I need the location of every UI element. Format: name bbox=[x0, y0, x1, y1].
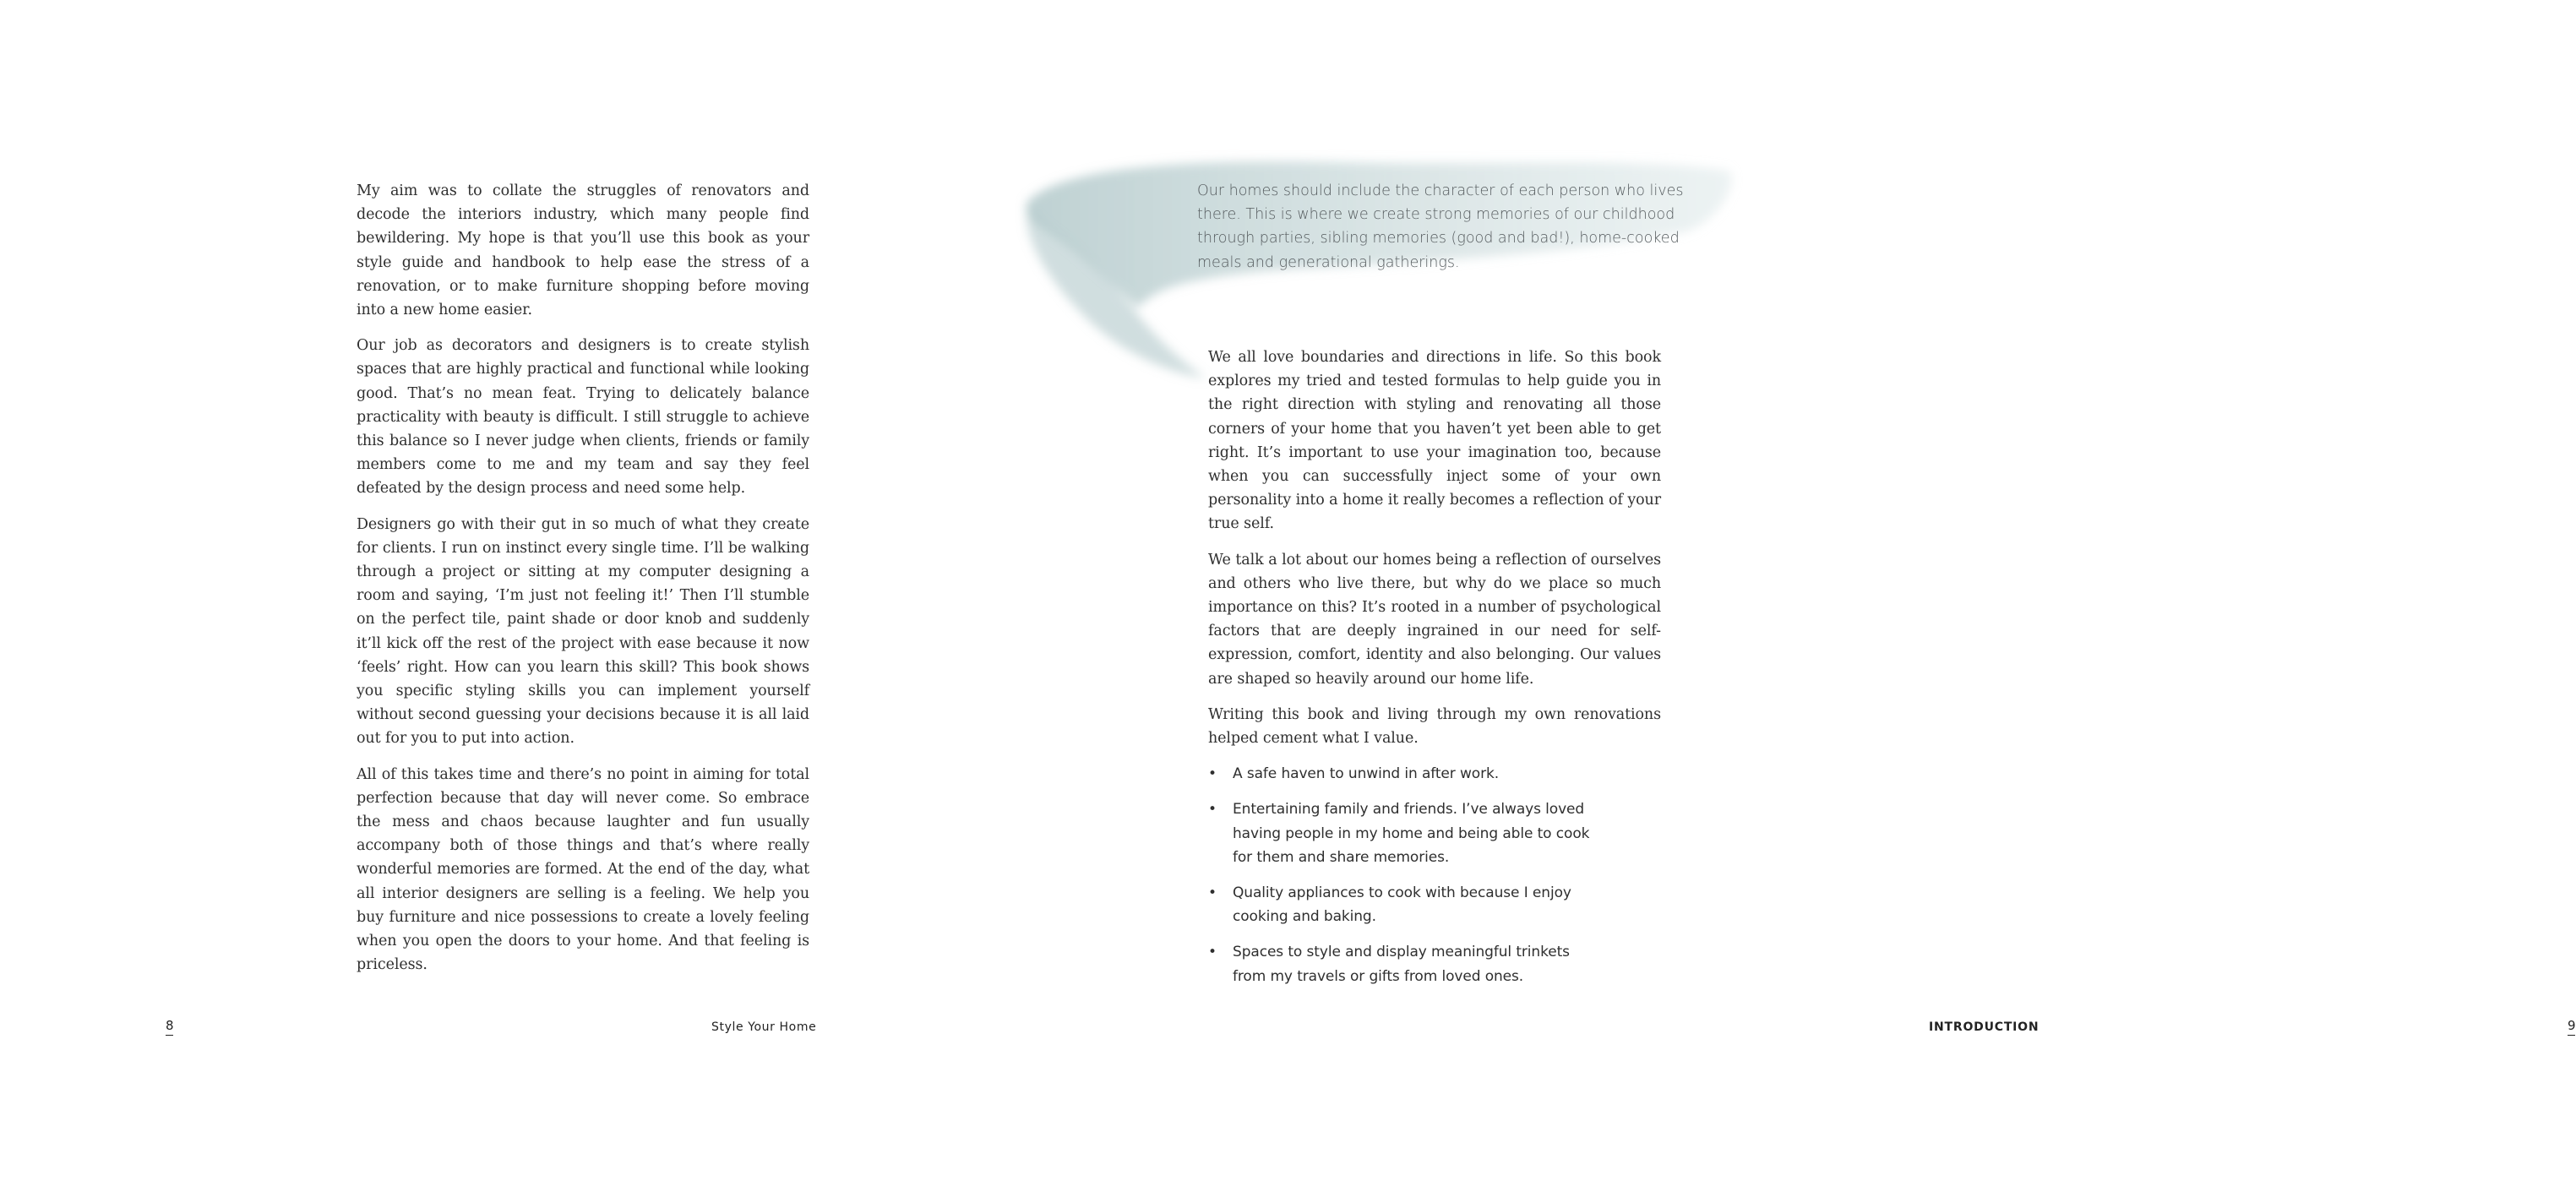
left-paragraph-4: All of this takes time and there’s no point in aiming for total perfection because that day will never come. So embrace the mess and chaos because laughter and fun usually accompany both of those things and that’s where really wonderful memories are formed. At the end of the day, what all interior designers are selling is a feeling. We help you buy furniture and nice possessions to create a lovely feeling when you open the doors to your home. And that feeling is priceless. bbox=[357, 765, 809, 974]
bullet-icon: • bbox=[1208, 944, 1217, 961]
right-body-text bbox=[1208, 345, 1661, 1000]
left-paragraph-3: Designers go with their gut in so much of what they create for clients. I run on instinct every single time. I’ll be walking through a project or sitting at my computer designing a room and saying, ‘I’m just not feeling it!’ Then I’ll stumble on the perfect tile, paint shade or door knob and suddenly it’ll kick off the rest of the project with ease because it now ‘feels’ right. How can you learn this skill? This book shows you specific styling skills you can implement yourself without second guessing your decisions because it is all laid out for you to put into action. bbox=[357, 515, 809, 748]
left-paragraph-1: My aim was to collate the struggles of renovators and decode the interiors industry, which many people find bewildering. My hope is that you’ll use this book as your style guide and handbook to help ease the stress of a renovation, or to make furniture shopping before moving into a new home easier. bbox=[357, 182, 809, 319]
right-paragraph-2: We talk a lot about our homes being a reflection of ourselves and others who live there, but why do we place so much importance on this? It’s rooted in a number of psychological factors that are deeply ingrained in our need for self-expression, comfort, identity and also belonging. Our values are shaped so heavily around our home life. bbox=[1208, 551, 1661, 688]
page-number-right: 9 bbox=[2568, 1018, 2576, 1036]
section-title: INTRODUCTION bbox=[1929, 1020, 2040, 1034]
left-paragraph-2: Our job as decorators and designers is to create stylish spaces that are highly practical and functional while looking good. That’s no mean feat. Trying to delicately balance practicality with beauty is difficult. I still struggle to achieve this balance so I never judge when clients, friends or family members come to me and my team and say they feel defeated by the design process and need some help. bbox=[357, 337, 809, 498]
left-body-text bbox=[357, 179, 809, 989]
right-paragraph-3: Writing this book and living through my own renovations helped cement what I value. bbox=[1208, 705, 1661, 748]
bullet-icon: • bbox=[1208, 801, 1217, 819]
bullet-icon: • bbox=[1208, 765, 1217, 783]
bullet-icon: • bbox=[1208, 884, 1217, 902]
value-list bbox=[1208, 762, 1661, 988]
running-title: Style Your Home bbox=[711, 1020, 817, 1034]
page-number-left: 8 bbox=[166, 1018, 174, 1036]
list-item: • Entertaining family and friends. I’ve always loved having people in my home and being able to cook for them and share memories. bbox=[1208, 797, 1604, 869]
list-item: • A safe haven to unwind in after work. bbox=[1208, 762, 1604, 786]
list-item: • Quality appliances to cook with because I enjoy cooking and baking. bbox=[1208, 881, 1604, 928]
pull-quote: Our homes should include the character of each person who lives there. This is where we create strong memories of our childhood through parties, sibling memories (good and bad!), home-cooked meals and generational gatherings. bbox=[1197, 182, 1684, 271]
list-item: • Spaces to style and display meaningful trinkets from my travels or gifts from loved ones. bbox=[1208, 940, 1604, 988]
left-page bbox=[0, 0, 910, 1197]
right-paragraph-1: We all love boundaries and directions in life. So this book explores my tried and tested formulas to help guide you in the right direction with styling and renovating all those corners of your home that you haven’t yet been able to get right. It’s important to use your imagination too, because when you can successfully inject some of your own personality into a home it really becomes a reflection of your true self. bbox=[1208, 349, 1661, 533]
right-page bbox=[910, 0, 2576, 1197]
